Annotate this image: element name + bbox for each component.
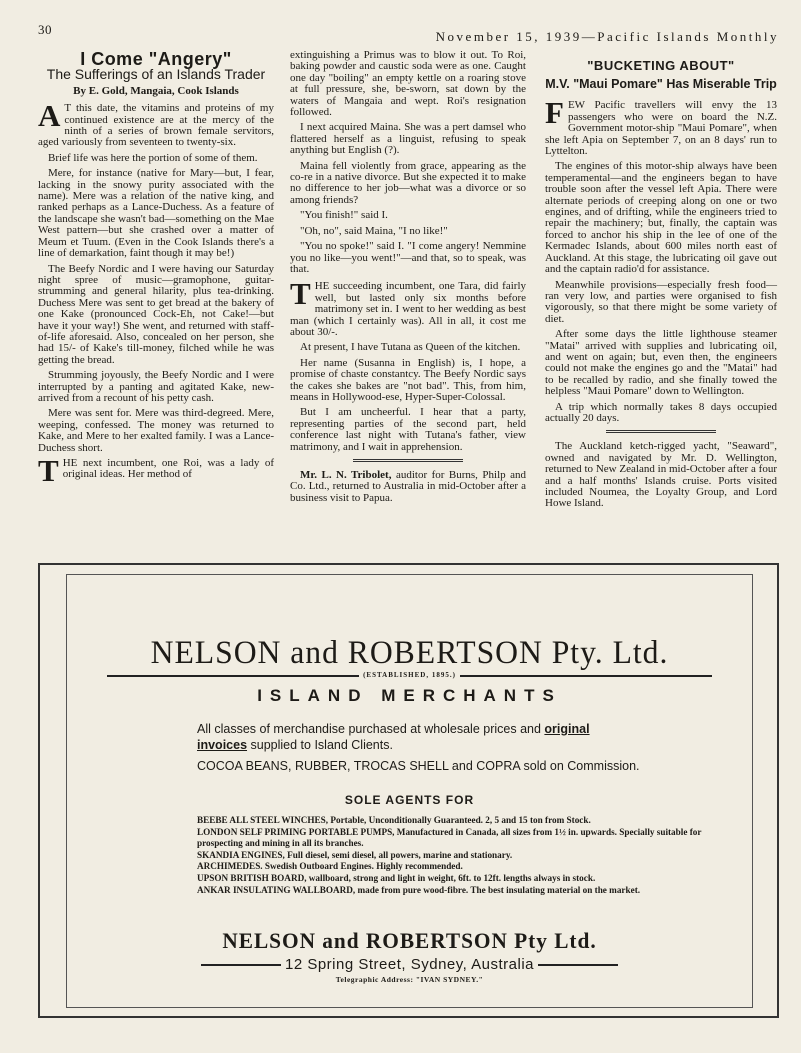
ad-sole-agents-heading: SOLE AGENTS FOR — [344, 793, 475, 807]
news-brief: The Auckland ketch-rigged yacht, "Seaward", owned and navigated by Mr. D. Wellington, returned to New Zealand in mid-October after a four and a half months' Islands cruise. Ports visited included Noumea, the Loyalty Group, and Lord Howe Island. — [545, 440, 777, 510]
article-paragraph: Maina fell violently from grace, appearing as the co-re in a native divorce. But she expected it to make no difference to her job—what was a divorce or so among friends? — [290, 159, 526, 206]
ad-product-item: ARCHIMEDES. Swedish Outboard Engines. Highly recommended. — [197, 861, 463, 872]
page-number: 30 — [38, 22, 52, 37]
article-paragraph: "Oh, no", said Maina, "I no like!" — [300, 224, 448, 237]
article-paragraph: Her name (Susanna in English) is, I hope, a promise of chaste constantcy. The Beefy Nordic says the cakes she bakes are "not bad". This, from him, means in Hollywood-ese, Hyper-Super-Colossal. — [290, 356, 526, 403]
ad-telegraphic-address: Telegraphic Address: "IVAN SYDNEY." — [335, 975, 484, 984]
news-brief: Mr. L. N. Tribolet, auditor for Burns, Philp and Co. Ltd., returned to Australia in mid-October after a business visit to Papua. — [290, 469, 526, 504]
ad-product-item: BEEBE ALL STEEL WINCHES, Portable, Unconditionally Guaranteed. 2, 5 and 15 ton from Stock. — [197, 815, 591, 825]
section-divider — [353, 459, 463, 462]
article-byline: By E. Gold, Mangaia, Cook Islands — [73, 84, 239, 97]
article-paragraph: But I am uncheerful. I hear that a party, representing parties of the second part, held conference last night with Tutana's father, view matrimony, and I wait in apprehension. — [290, 406, 526, 453]
article-paragraph: Strumming joyously, the Beefy Nordic and I were interrupted by a panting and agitated Kake, new-arrived from a recount of his petty cash. — [38, 369, 274, 404]
article-paragraph: "You no spoke!" said I. "I come angery! Nemmine you no like—you went!"—and that, so to speak, was that. — [290, 240, 526, 275]
article-paragraph: The Beefy Nordic and I were having our Saturday night spree of music—gramophone, guitar-strumming and general hilarity, plus tea-drinking. Duchess Mere was sent to get bread at the bakery of one Kake (pronounced Cock-Eh, not Cake!—but have it your way!) She went, and returned with staff-of-life aforesaid. Also, concealed on her person, she had 15/- of Kake's till-money, filched while he was getting the bread. — [38, 262, 274, 366]
article-paragraph: THE next incumbent, one Roi, was a lady of original ideas. Her method of — [38, 453, 274, 488]
article-title: I Come "Angery" — [80, 49, 232, 69]
article-paragraph: Mere was sent for. Mere was third-degreed. Mere, weeping, confessed. The money was returned to Kake, and Mere to her exalted family. I was a Lance-Duchess short. — [38, 407, 274, 454]
ad-company-name: NELSON and ROBERTSON Pty. Ltd. — [150, 635, 669, 671]
article-subtitle: M.V. "Maui Pomare" Has Miserable Trip — [545, 77, 777, 92]
column-1 — [38, 49, 274, 488]
ad-line: COCOA BEANS, RUBBER, TROCAS SHELL and COPRA sold on Commission. — [197, 759, 640, 773]
ad-address: 12 Spring Street, Sydney, Australia — [67, 956, 752, 973]
ad-product-item: SKANDIA ENGINES, Full diesel, semi diesel, all powers, marine and stationary. — [197, 849, 513, 860]
advertisement-frame — [66, 574, 753, 1008]
column-2 — [290, 50, 526, 508]
advertisement — [38, 563, 779, 1018]
article-paragraph: After some days the little lighthouse steamer "Matai" arrived with supplies and lubricating oil, and went on again; but, even then, the engineers could not make the engines go and the "Matai" had to be recalled by radio, and she finally towed the helpless "Maui Pomare" down to Wellington. — [545, 328, 777, 398]
article-paragraph: A trip which normally takes 8 days occupied actually 20 days. — [545, 400, 777, 424]
column-3 — [545, 50, 777, 514]
article-title: "BUCKETING ABOUT" — [587, 58, 735, 73]
drop-cap: A — [38, 98, 61, 134]
article-paragraph: Brief life was here the portion of some of them. — [48, 151, 258, 164]
ad-tagline: ISLAND MERCHANTS — [257, 686, 562, 705]
article-paragraph: Meanwhile provisions—especially fresh food—ran very low, and parties were organised to fish vigorously, so that there might be some variety of diet. — [545, 278, 777, 325]
article-paragraph: I next acquired Maina. She was a pert damsel who flattered herself as a linguist, refusing to speak anything but English (?). — [290, 121, 526, 157]
article-paragraph: extinguishing a Primus was to blow it out. To Roi, baking powder and caustic soda were as one. Caught one day "boiling" an empty kettle on a roaring stove at full pressure, she, be-sworn, sat down by the waters of Mangaia and wept. Roi's resignation followed. — [290, 49, 526, 119]
article-paragraph: At present, I have Tutana as Queen of the kitchen. — [300, 341, 521, 354]
ad-product-list — [197, 815, 727, 896]
ad-product-item: ANKAR INSULATING WALLBOARD, made from pure wood-fibre. The best insulating material on the market. — [197, 884, 641, 895]
article-paragraph: The engines of this motor-ship always have been temperamental—and the engineers began to have trouble soon after the vessel left Apia. There were alternate periods of creeping along on one or two engines, and of drifting, while the engineers tried to repair the machinery; but, finally, the captain was forced to anchor his ship in the lee of one of the Kermadec Islands, about 600 miles north east of Auckland. At this stage, the lubricating oil gave out and the captain radio'd for assistance. — [545, 160, 777, 276]
running-header: November 15, 1939—Pacific Islands Monthly — [435, 29, 779, 44]
ad-established: (ESTABLISHED, 1895.) — [107, 671, 712, 679]
drop-cap: T — [38, 453, 59, 488]
ad-product-item: LONDON SELF PRIMING PORTABLE PUMPS, Manufactured in Canada, all sizes from 1½ in. upwards. Specially suitable for prospecting and mining in all its branches. — [197, 826, 702, 849]
article-paragraph: FEW Pacific travellers will envy the 13 passengers who were on board the N.Z. Government motor-ship "Maui Pomare", when she left Apia on September 7, on an 8 days' run to Lyttelton. — [545, 95, 777, 158]
ad-line: All classes of merchandise purchased at wholesale prices and original invoices supplied to Island Clients. — [197, 722, 590, 752]
article-paragraph: A T this date, the vitamins and proteins of my continued existence are at the mercy of the ninth of a series of brown female servitors, aged variously from seventeen to twenty-six. — [38, 98, 274, 149]
drop-cap: T — [290, 276, 311, 312]
article-paragraph: THE succeeding incumbent, one Tara, did fairly well, but lasted only six months before matrimony set in. I went to her wedding as best man (which I certainly was). All in all, it cost me about 30/-. — [290, 276, 526, 338]
article-paragraph: Mere, for instance (native for Mary—but, I fear, lacking in the snowy purity associated with the name). Mere was a relation of the native king, and ranked perhaps as a Lance-Duchess. As a feature of the landscape she wasn't bad—something on the Mae West pattern—but she crashed over a matter of Meum et Tuum. (Even in the Cook Islands there's a line of demarkation, faint though it may be!) — [38, 167, 274, 260]
ad-company-name-footer: NELSON and ROBERTSON Pty Ltd. — [222, 928, 597, 953]
drop-cap: F — [545, 95, 564, 131]
ad-product-item: UPSON BRITISH BOARD, wallboard, strong and light in weight, 6ft. to 12ft. lengths always in stock. — [197, 872, 596, 883]
article-subtitle: The Sufferings of an Islands Trader — [46, 66, 266, 83]
article-paragraph: "You finish!" said I. — [300, 209, 388, 222]
section-divider — [606, 430, 716, 433]
